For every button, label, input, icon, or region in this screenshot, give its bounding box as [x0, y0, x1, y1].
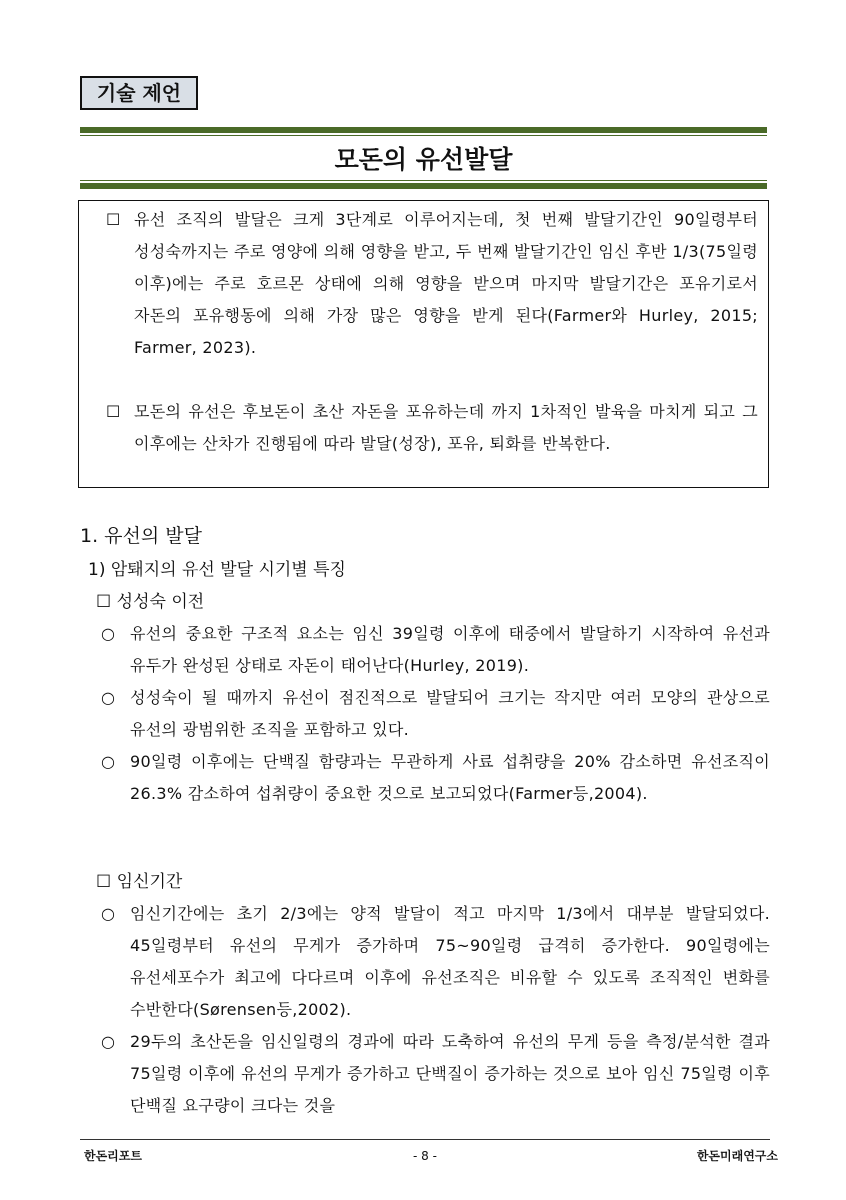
title-rule-bottom-thin [80, 180, 767, 181]
list-item: 90일령 이후에는 단백질 함량과는 무관하게 사료 섭취량을 20% 감소하면 유선조직이 26.3% 감소하여 섭취량이 중요한 것으로 보고되었다(Farmer등,2004). [130, 752, 770, 803]
list-marker: ○ [101, 688, 115, 707]
category-tag: 기술 제언 [80, 76, 198, 110]
footer-rule [80, 1139, 770, 1140]
footer-right: 한돈미래연구소 [696, 1149, 778, 1163]
section-heading: 1. 유선의 발달 [80, 525, 202, 547]
list-item: 임신기간에는 초기 2/3에는 양적 발달이 적고 마지막 1/3에서 대부분 발달되었다. 45일령부터 유선의 무게가 증가하며 75~90일령 급격히 증가한다. 90일령에는 유선세포수가 최고에 다다르며 이후에 유선조직은 비유할 수 있도록 조직적인 변화를 수반한다(Sørensen등,2002). [130, 904, 770, 1019]
page-title: 모돈의 유선발달 [334, 145, 513, 174]
group-title-puberty: ☐ 성성숙 이전 [96, 592, 205, 612]
title-rule-top-thin [80, 135, 767, 136]
list-marker: ○ [101, 752, 115, 771]
group-title-gestation: ☐ 임신기간 [96, 872, 183, 892]
list-marker: ○ [101, 904, 115, 923]
list-item: 29두의 초산돈을 임신일령의 경과에 따라 도축하여 유선의 무게 등을 측정/분석한 결과 75일령 이후에 유선의 무게가 증가하고 단백질이 증가하는 것으로 보아 임신 75일령 이후 단백질 요구량이 크다는 것을 [130, 1032, 770, 1115]
list-marker: ○ [101, 1032, 115, 1051]
summary-item: 모돈의 유선은 후보돈이 초산 자돈을 포유하는데 까지 1차적인 발육을 마치게 되고 그 이후에는 산차가 진행됨에 따라 발달(성장), 포유, 퇴화를 반복한다. [134, 402, 758, 453]
list-item: 성성숙이 될 때까지 유선이 점진적으로 발달되어 크기는 작지만 여러 모양의 관상으로 유선의 광범위한 조직을 포함하고 있다. [130, 688, 770, 739]
page-number: - 8 - [413, 1149, 437, 1163]
footer-left: 한돈리포트 [84, 1149, 142, 1163]
title-rule-top [80, 127, 767, 133]
title-rule-bottom [80, 183, 767, 189]
list-marker: ○ [101, 624, 115, 643]
list-item: 유선의 중요한 구조적 요소는 임신 39일령 이후에 태중에서 발달하기 시작하여 유선과 유두가 완성된 상태로 자돈이 태어난다(Hurley, 2019). [130, 624, 770, 675]
subsection-heading: 1) 암퇘지의 유선 발달 시기별 특징 [88, 560, 346, 580]
summary-item: 유선 조직의 발달은 크게 3단계로 이루어지는데, 첫 번째 발달기간인 90일령부터 성성숙까지는 주로 영양에 의해 영향을 받고, 두 번째 발달기간인 임신 후반 1/3(75일령 이후)에는 주로 호르몬 상태에 의해 영향을 받으며 마지막 발달기간은 포유기로서 자돈의 포유행동에 의해 가장 많은 영향을 받게 된다(Farmer와 Hurley, 2015; Farmer, 2023). [134, 210, 758, 357]
summary-marker: ☐ [106, 402, 121, 421]
summary-marker: ☐ [106, 210, 121, 229]
